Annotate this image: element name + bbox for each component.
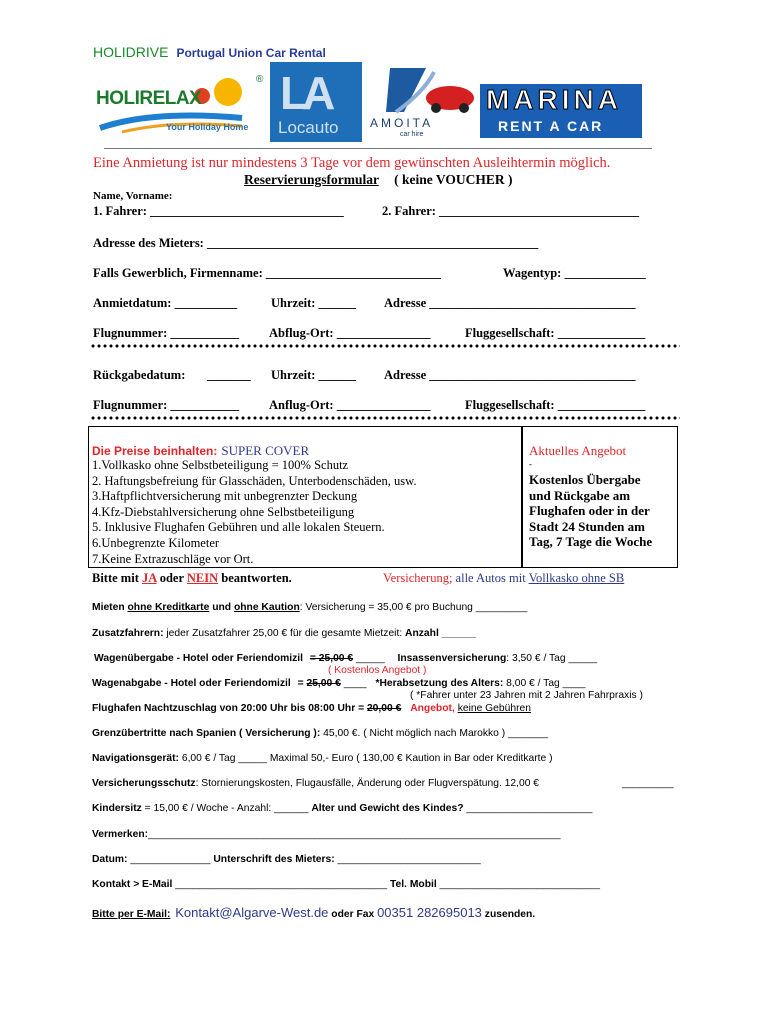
signature-blank: _________________________	[334, 854, 481, 865]
dotted-separator	[90, 416, 680, 420]
return-car-label: Wagenabgabe - Hotel oder Feriendomizil	[92, 678, 291, 689]
notes-row[interactable]	[92, 829, 560, 840]
price-item: 4.Kfz-Diebstahlversicherung ohne Selbstbeteiligung	[92, 504, 355, 519]
rent-no-card: ohne Kreditkarte	[127, 602, 210, 613]
date-label: Datum:	[92, 854, 128, 865]
extra-driver-price: jeder Zusatzfahrer 25,00 € für die gesamte Mietzeit:	[163, 628, 406, 639]
cartype-field[interactable]: Wagentyp: _____________	[503, 266, 646, 280]
driver2-field[interactable]: 2. Fahrer: ________________________________	[382, 204, 640, 218]
marina-line2: RENT A CAR	[498, 118, 604, 134]
company-field[interactable]: Falls Gewerblich, Firmenname: ____________________________	[93, 266, 441, 280]
mobile-blank: ____________________________	[436, 879, 600, 890]
insurance-cover-row[interactable]	[92, 778, 539, 789]
handover-row[interactable]	[94, 653, 597, 664]
header	[93, 44, 326, 62]
extra-driver-label: Zusatzfahrern:	[92, 628, 164, 639]
marina-logo	[480, 84, 642, 138]
marina-line1: MARINA	[486, 84, 622, 115]
spain-label: Grenzübertritte nach Spanien ( Versicherung ):	[92, 728, 321, 739]
night-surcharge-label: Flughafen Nachtzuschlag von 20:00 Uhr bis 08:00 Uhr =	[92, 703, 367, 714]
offer-bullet: -	[529, 459, 532, 469]
mobile-label: Tel. Mobil	[390, 879, 437, 890]
amoita-name: AMOITA	[370, 116, 434, 130]
answer-prefix: Bitte mit	[92, 571, 139, 585]
child-age-blank: ______________________	[463, 803, 593, 814]
price-item: 2. Haftungsbefreiung für Glasschäden, Unterbodenschäden, usw.	[92, 473, 417, 488]
offer-line: Flughafen oder in der	[529, 503, 650, 518]
header-divider	[104, 148, 652, 149]
registered-mark: ®	[256, 74, 264, 85]
answer-suffix: beantworten.	[221, 571, 292, 585]
answer-ja: JA	[141, 571, 157, 585]
prices-list	[92, 458, 416, 567]
extra-driver-count: Anzahl ______	[405, 628, 477, 639]
insurance-label: Versicherung;	[383, 571, 453, 585]
rent-price: : Versicherung = 35,00 € pro Buchung _________	[299, 602, 528, 613]
child-seat-row[interactable]	[92, 803, 592, 814]
name-label: Name, Vorname:	[93, 190, 173, 202]
insurance-cover-label: Versicherungsschutz	[92, 778, 196, 789]
footer-email-link[interactable]: Kontakt@Algarve-West.de	[175, 905, 329, 920]
night-surcharge-price: 20,00 €	[366, 703, 402, 714]
date-blank: ______________	[127, 854, 214, 865]
locauto-name: Locauto	[278, 118, 339, 137]
return-time-field[interactable]: Uhrzeit: ______	[271, 368, 357, 382]
dotted-separator	[90, 344, 680, 348]
offer-heading: Aktuelles Angebot	[529, 443, 627, 458]
navigation-row[interactable]	[92, 753, 553, 764]
spain-price: 45,00 €. ( Nicht möglich nach Marokko ) _______	[320, 728, 549, 739]
night-offer: Angebot,	[410, 703, 455, 714]
address-field[interactable]: Adresse des Mieters: _____________________________________________________	[93, 236, 539, 250]
prices-heading-highlight: SUPER COVER	[221, 443, 310, 458]
header-subtitle: Portugal Union Car Rental	[176, 46, 326, 60]
notice-text: Eine Anmietung ist nur mindestens 3 Tage vor dem gewünschten Ausleihtermin möglich.	[93, 155, 611, 171]
footer-fax-label: oder Fax	[331, 909, 375, 920]
form-title-suffix: ( keine VOUCHER )	[394, 172, 513, 187]
offer-line: Tag, 7 Tage die Woche	[529, 534, 653, 549]
footer-row	[92, 905, 535, 920]
return-address-field[interactable]: Adresse _________________________________	[384, 368, 636, 382]
navigation-price: 6,00 € / Tag _____ Maximal 50,- Euro ( 130,00 € Kaution in Bar oder Kreditkarte )	[178, 753, 553, 764]
age-reduction-label: *Herabsetzung des Alters:	[375, 678, 504, 689]
spain-row[interactable]	[92, 728, 548, 739]
handover-blank: _____	[353, 653, 385, 664]
navigation-label: Navigationsgerät:	[92, 753, 179, 764]
age-note: ( *Fahrer unter 23 Jahren mit 2 Jahren Fahrpraxis )	[410, 690, 643, 701]
contact-email-blank: _____________________________________	[172, 879, 390, 890]
brand-name: HOLIDRIVE	[93, 44, 169, 60]
price-item: 7.Keine Extrazuschläge vor Ort.	[92, 551, 254, 566]
return-car-blank: ____	[340, 678, 367, 689]
return-car-eq: =	[297, 678, 307, 689]
answer-nein: NEIN	[186, 571, 219, 585]
footer-send: zusenden.	[484, 909, 536, 920]
locauto-logo	[270, 62, 362, 142]
form-title: Reservierungsformular	[244, 172, 379, 187]
notes-line: ________________________________________________________________________	[148, 829, 561, 840]
insurance-cover-price: : Stornierungskosten, Flugausfälle, Änderung oder Flugverspätung. 12,00 €	[195, 778, 540, 789]
vollkasko-label: Vollkasko ohne SB	[528, 571, 625, 585]
pickup-time-field[interactable]: Uhrzeit: ______	[271, 296, 357, 310]
arrival-field[interactable]: Anflug-Ort: _______________	[269, 398, 431, 412]
flight2-field[interactable]: Flugnummer: ___________	[93, 398, 240, 412]
free-offer-note: ( Kostenlos Angebot )	[328, 665, 427, 676]
airline2-field[interactable]: Fluggesellschaft: ______________	[465, 398, 646, 412]
pickup-address-field[interactable]: Adresse _________________________________	[384, 296, 636, 310]
child-seat-label: Kindersitz	[92, 803, 142, 814]
contact-email-label: Kontakt > E-Mail	[92, 879, 173, 890]
price-item: 3.Haftpflichtversicherung mit unbegrenzter Deckung	[92, 489, 358, 504]
return-car-price: 25,00 €	[306, 678, 341, 689]
rent-no-card-row[interactable]	[92, 602, 527, 613]
child-age-label: Alter und Gewicht des Kindes?	[311, 803, 464, 814]
price-item: 6.Unbegrenzte Kilometer	[92, 535, 220, 550]
insurance-cover-blank[interactable]: _________	[622, 778, 674, 789]
amoita-tagline: car hire	[400, 131, 424, 138]
amoita-logo	[364, 62, 476, 142]
return-date-label: Rückgabedatum:	[93, 368, 186, 382]
footer-please: Bitte per E-Mail:	[92, 909, 171, 920]
form-title-row	[244, 172, 512, 188]
return-date-field[interactable]: _______	[207, 368, 251, 382]
answer-oder: oder	[159, 571, 184, 585]
offer-line: Kostenlos Übergabe	[529, 472, 641, 487]
airline1-field[interactable]: Fluggesellschaft: ______________	[465, 326, 646, 340]
pickup-date-field[interactable]: Anmietdatum: __________	[93, 296, 238, 310]
offer-line: und Rückgabe am	[529, 487, 631, 503]
return-car-row[interactable]	[92, 678, 586, 689]
answer-instruction	[92, 571, 292, 586]
offer-line: Stadt 24 Stunden am	[529, 518, 645, 534]
footer-fax-number: 00351 282695013	[377, 905, 482, 920]
price-item: 5. Inklusive Flughafen Gebühren und alle lokalen Steuern.	[92, 520, 385, 535]
holirelax-tagline: Your Holiday Home	[166, 122, 249, 132]
night-free: keine Gebühren	[457, 703, 531, 714]
date-signature-row[interactable]	[92, 854, 481, 865]
holirelax-name: HOLIRELAX	[96, 88, 202, 109]
insurance-note	[383, 571, 624, 586]
rent-no-deposit: ohne Kaution	[233, 602, 300, 613]
holirelax-logo	[92, 70, 268, 142]
signature-label: Unterschrift des Mieters:	[213, 854, 335, 865]
age-reduction-price: 8,00 € / Tag ____	[503, 678, 586, 689]
locauto-mark: LA	[280, 67, 330, 119]
notes-label: Vermerken:	[92, 829, 149, 840]
price-item: 1.Vollkasko ohne Selbstbeteiligung = 100% Schutz	[92, 458, 349, 472]
handover-label: Wagenübergabe - Hotel oder Feriendomizil	[94, 653, 304, 664]
contact-row[interactable]	[92, 879, 600, 890]
all-cars-label: alle Autos mit	[455, 571, 526, 585]
passenger-insurance-price: : 3,50 € / Tag _____	[506, 653, 598, 664]
prices-heading-label: Die Preise beinhalten:	[92, 444, 218, 458]
extra-driver-row[interactable]	[92, 628, 476, 639]
driver1-field[interactable]: 1. Fahrer: _______________________________	[93, 204, 344, 218]
night-surcharge-row	[92, 703, 531, 714]
child-seat-price: = 15,00 € / Woche - Anzahl: ______	[141, 803, 312, 814]
offer-list	[529, 472, 652, 550]
rent-and: und	[212, 602, 232, 613]
passenger-insurance-label: Insassenversicherung	[397, 653, 507, 664]
flight1-field[interactable]: Flugnummer: ___________	[93, 326, 240, 340]
handover-price: = 25,00 €	[309, 653, 354, 664]
departure-field[interactable]: Abflug-Ort: _______________	[269, 326, 431, 340]
rent-label: Mieten	[92, 602, 125, 613]
